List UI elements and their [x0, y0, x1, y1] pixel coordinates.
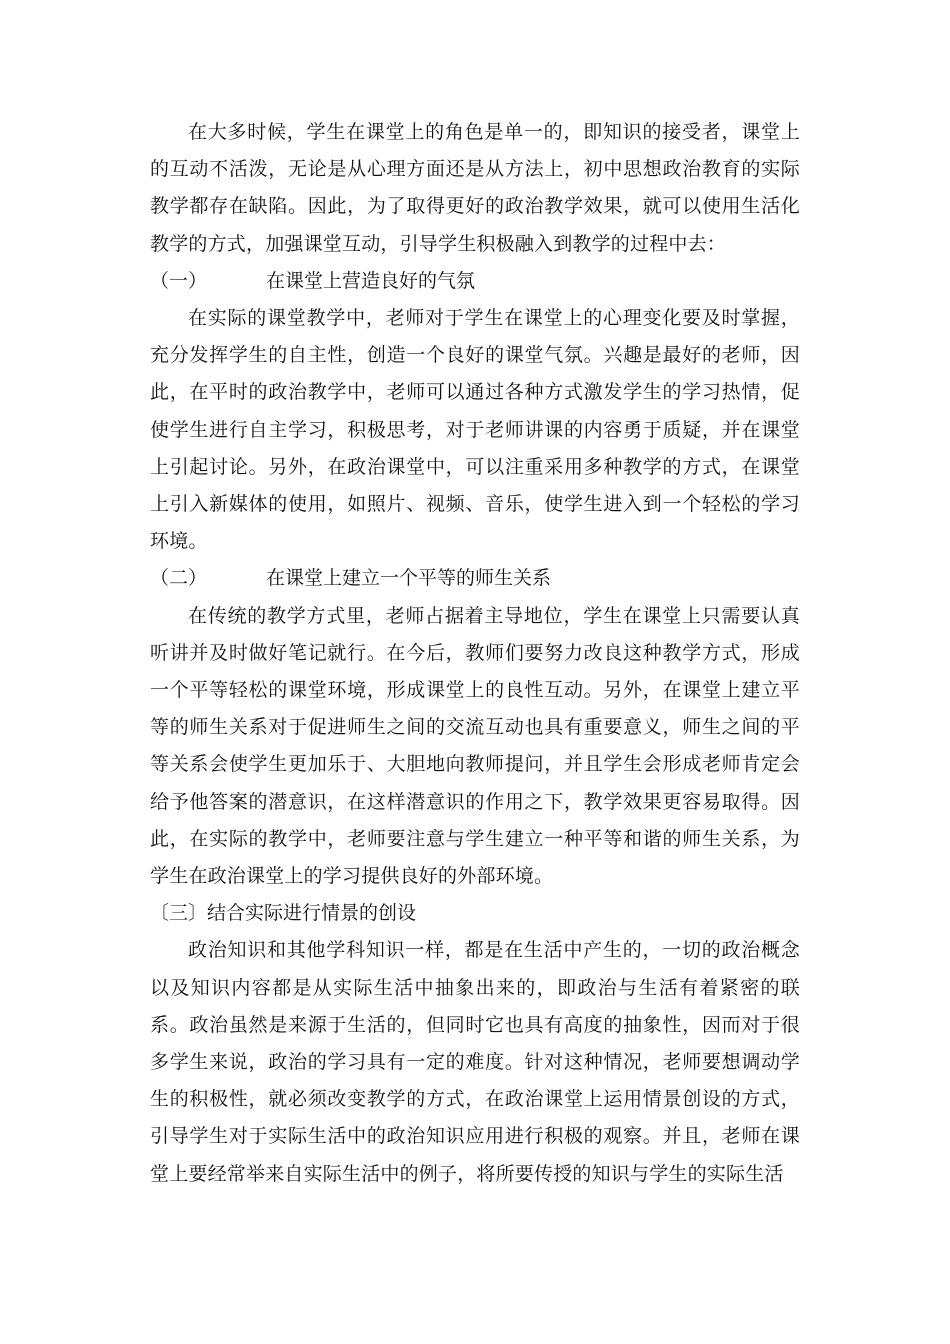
document-body	[150, 114, 800, 1193]
section-title-2: 在课堂上建立一个平等的师生关系	[266, 567, 552, 590]
section-number-3: 〔三〕	[150, 902, 208, 925]
section-number-2: （二）	[150, 567, 208, 590]
section-body-3: 政治知识和其他学科知识一样，都是在生活中产生的，一切的政治概念以及知识内容都是从实际生活中抽象出来的，即政治与生活有着紧密的联系。政治虽然是来源于生活的，但同时它也具有高度的抽象性，因而对于很多学生来说，政治的学习具有一定的难度。针对这种情况，老师要想调动学生的积极性，就必须改变教学的方式，在政治课堂上运用情景创设的方式，引导学生对于实际生活中的政治知识应用进行积极的观察。并且，老师在课堂上要经常举来自实际生活中的例子，将所要传授的知识与学生的实际生活	[150, 939, 800, 1185]
section-title-3: 结合实际进行情景的创设	[207, 902, 417, 925]
section-number-1: （一）	[150, 269, 208, 292]
section-body-1: 在实际的课堂教学中，老师对于学生在课堂上的心理变化要及时掌握，充分发挥学生的自主性，创造一个良好的课堂气氛。兴趣是最好的老师，因此，在平时的政治教学中，老师可以通过各种方式激发学生的学习热情，促使学生进行自主学习，积极思考，对于老师讲课的内容勇于质疑，并在课堂上引起讨论。另外，在政治课堂中，可以注重采用多种教学的方式，在课堂上引入新媒体的使用，如照片、视频、音乐，使学生进入到一个轻松的学习环境。	[150, 307, 800, 553]
section-heading-1	[150, 263, 800, 300]
section-heading-2	[150, 560, 800, 597]
section-title-1: 在课堂上营造良好的气氛	[266, 269, 476, 292]
section-heading-3	[150, 895, 800, 932]
intro-paragraph: 在大多时候，学生在课堂上的角色是单一的，即知识的接受者，课堂上的互动不活泼，无论是从心理方面还是从方法上，初中思想政治教育的实际教学都存在缺陷。因此，为了取得更好的政治教学效果，就可以使用生活化教学的方式，加强课堂互动，引导学生积极融入到教学的过程中去：	[150, 121, 800, 255]
section-body-2: 在传统的教学方式里，老师占据着主导地位，学生在课堂上只需要认真听讲并及时做好笔记就行。在今后，教师们要努力改良这种教学方式，形成一个平等轻松的课堂环境，形成课堂上的良性互动。另外，在课堂上建立平等的师生关系对于促进师生之间的交流互动也具有重要意义，师生之间的平等关系会使学生更加乐于、大胆地向教师提问，并且学生会形成老师肯定会给予他答案的潜意识，在这样潜意识的作用之下，教学效果更容易取得。因此，在实际的教学中，老师要注意与学生建立一种平等和谐的师生关系，为学生在政治课堂上的学习提供良好的外部环境。	[150, 604, 800, 888]
